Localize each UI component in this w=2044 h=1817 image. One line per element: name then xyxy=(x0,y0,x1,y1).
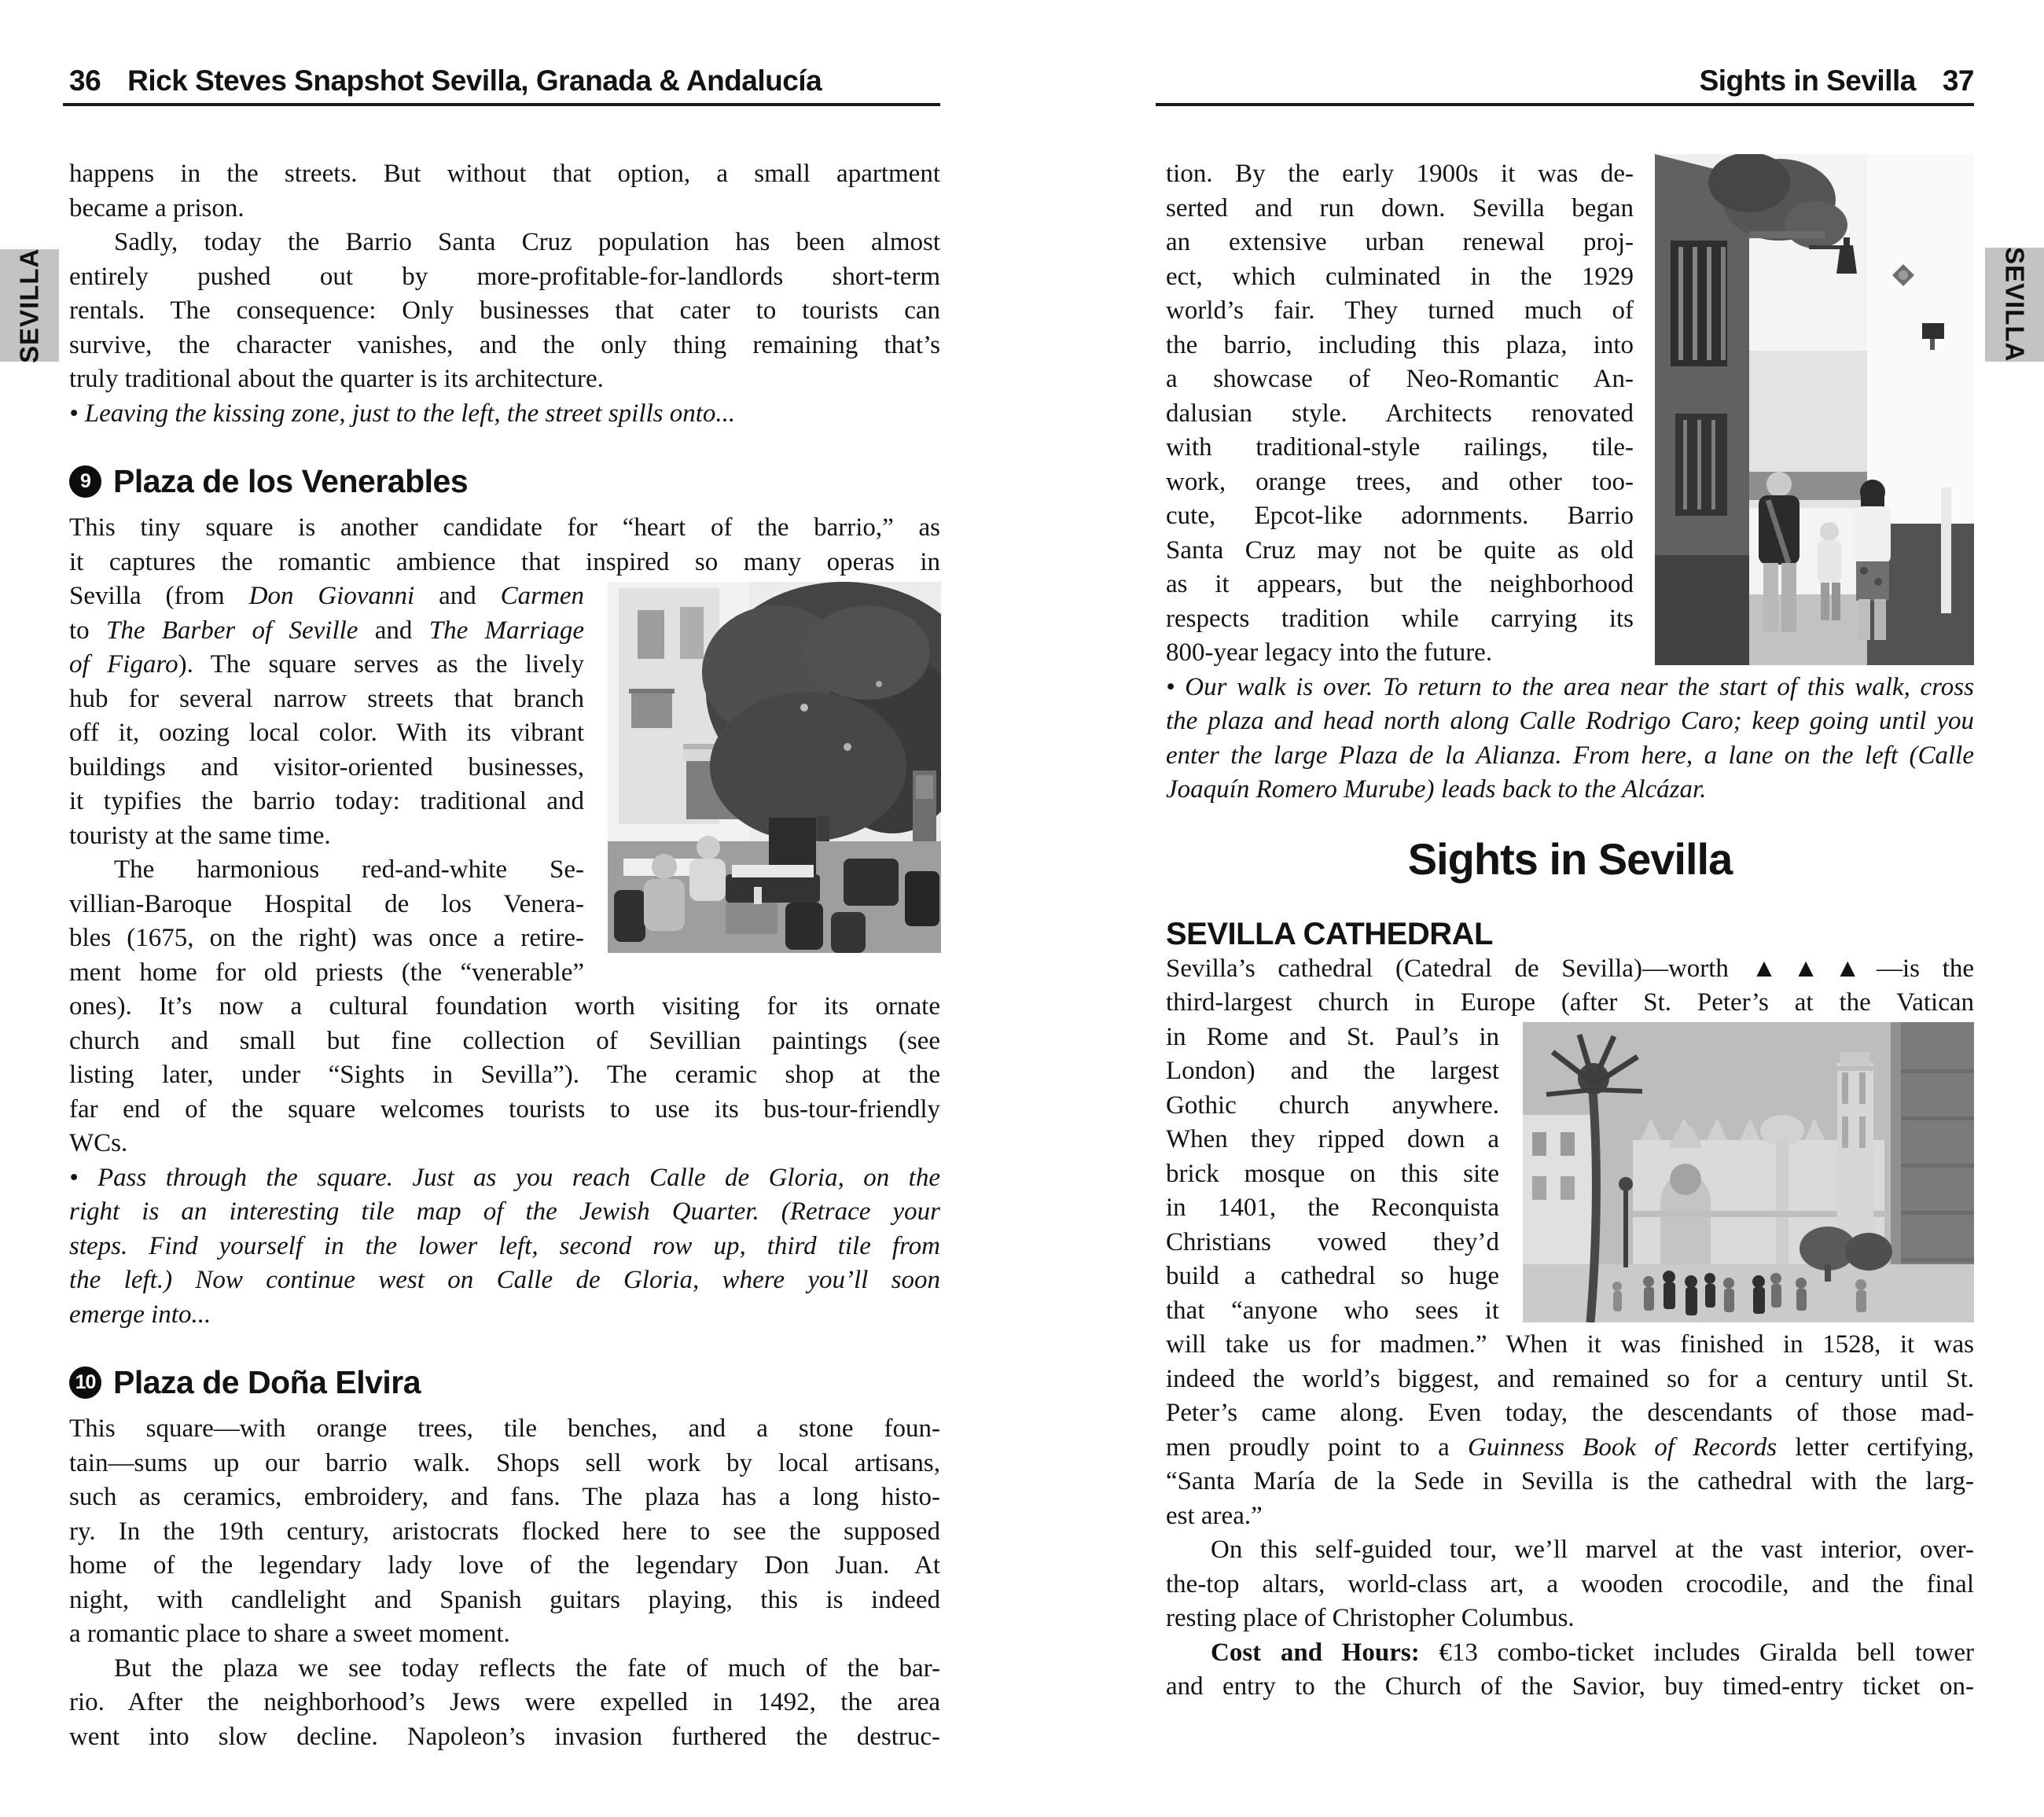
text-line: villian-Baroque Hospital de los Venera- xyxy=(69,889,584,918)
text-line: • Leaving the kissing zone, just to the left, the street spills onto... xyxy=(69,399,736,428)
text-line: a showcase of Neo-Romantic An- xyxy=(1166,365,1634,393)
text-line: an extensive urban renewal proj- xyxy=(1166,228,1634,256)
text-line: serted and run down. Sevilla began xyxy=(1166,193,1634,223)
text-line: far end of the square welcomes tourists to use its bus-tour-friendly xyxy=(69,1094,940,1124)
text-line: Christians vowed they’d xyxy=(1166,1227,1499,1256)
text-line: to The Barber of Seville and The Marriage xyxy=(69,616,585,645)
text-line: build a cathedral so huge xyxy=(1166,1262,1499,1290)
body-paragraph xyxy=(69,226,940,397)
text-line: rio. After the neighborhood’s Jews were expelled in 1492, the area xyxy=(69,1688,940,1716)
body-paragraph xyxy=(1166,1533,1974,1636)
text-line: Gothic church anywhere. xyxy=(1166,1091,1499,1120)
text-line: 800-year legacy into the future. xyxy=(1166,638,1493,667)
text-line: the left.) Now continue west on Calle de Gloria, where you’ll soon xyxy=(69,1266,940,1294)
photo-narrow-lane-walkers xyxy=(1655,154,1974,665)
page-number-right: 37 xyxy=(1942,64,1974,97)
text-line: went into slow decline. Napoleon’s invasion furthered the destruc- xyxy=(69,1722,940,1751)
text-line: dalusian style. Architects renovated xyxy=(1166,399,1634,428)
text-line: steps. Find yourself in the lower left, second row up, third tile from xyxy=(69,1231,940,1260)
running-head-title-right: Sights in Sevilla xyxy=(1699,64,1916,97)
body-paragraph xyxy=(1166,1636,1974,1705)
running-head-left xyxy=(69,64,822,97)
text-line: the barrio, including this plaza, into xyxy=(1166,330,1634,359)
text-line: The harmonious red-and-white Se- xyxy=(114,855,584,884)
text-line: ones). It’s now a cultural foundation worth visiting for its ornate xyxy=(69,992,940,1021)
text-line: tain—sums up our barrio walk. Shops sell work by local artisans, xyxy=(69,1448,940,1477)
text-line: hub for several narrow streets that branch xyxy=(69,684,584,713)
photo-plaza-venerables-cafe xyxy=(608,582,941,953)
text-line: church and small but fine collection of Sevillian paintings (see xyxy=(69,1026,940,1055)
text-line: • Our walk is over. To return to the area near the start of this walk, cross xyxy=(1166,672,1974,701)
text-line: it captures the romantic ambience that inspired so many operas in xyxy=(69,547,940,576)
photo-cathedral-illustration xyxy=(1523,1022,1974,1322)
text-line: brick mosque on this site xyxy=(1166,1159,1499,1188)
text-line: Cost and Hours: €13 combo-ticket includes Giralda bell tower xyxy=(1211,1638,1975,1667)
text-line: and entry to the Church of the Savior, buy timed-entry ticket on- xyxy=(1166,1672,1974,1701)
text-line: bles (1675, on the right) was once a retire- xyxy=(69,924,584,952)
walk-direction-paragraph xyxy=(1166,671,1974,807)
text-line: ect, which culminated in the 1929 xyxy=(1166,262,1634,291)
text-line: rentals. The consequence: Only businesses that cater to tourists can xyxy=(69,296,940,325)
photo-sevilla-cathedral xyxy=(1523,1022,1974,1322)
section-heading xyxy=(69,462,940,500)
text-line: WCs. xyxy=(69,1129,128,1157)
chapter-tab-right: SEVILLA xyxy=(1985,248,2044,362)
walk-direction-paragraph xyxy=(69,1161,940,1333)
text-line: London) and the largest xyxy=(1166,1057,1499,1085)
text-line: in Rome and St. Paul’s in xyxy=(1166,1022,1499,1051)
text-line: tion. By the early 1900s it was de- xyxy=(1166,160,1634,188)
page-section-title: Sights in Sevilla xyxy=(1407,833,1733,884)
body-paragraph xyxy=(69,1412,940,1652)
text-line: such as ceramics, embroidery, and fans. The plaza has a long histo- xyxy=(69,1483,940,1511)
text-line: On this self-guided tour, we’ll marvel at the vast interior, over- xyxy=(1211,1536,1974,1564)
header-rule-right xyxy=(1156,103,1974,106)
number-badge-icon: 10 xyxy=(69,1366,101,1399)
text-line: enter the large Plaza de la Alianza. From here, a lane on the left (Calle xyxy=(1166,741,1974,770)
text-line: night, with candlelight and Spanish guitars playing, this is indeed xyxy=(69,1585,940,1614)
sight-subheading: SEVILLA CATHEDRAL xyxy=(1166,916,1493,951)
text-line: a romantic place to share a sweet moment. xyxy=(69,1620,510,1648)
text-line: men proudly point to a Guinness Book of Records letter certifying, xyxy=(1166,1433,1974,1462)
text-line: Peter’s came along. Even today, the descendants of those mad- xyxy=(1166,1399,1974,1427)
text-line: world’s fair. They turned much of xyxy=(1166,296,1634,325)
text-line: ry. In the 19th century, aristocrats flocked here to see the supposed xyxy=(69,1517,940,1546)
number-badge-icon: 9 xyxy=(69,465,101,498)
text-line: buildings and visitor-oriented businesses, xyxy=(69,752,584,782)
header-rule-left xyxy=(63,103,940,106)
text-line: survive, the character vanishes, and the only thing remaining that’s xyxy=(69,330,940,359)
text-line: of Figaro). The square serves as the lively xyxy=(69,650,585,679)
section-heading xyxy=(69,1363,940,1401)
text-line: the-top altars, world-class art, a wooden crocodile, and the final xyxy=(1166,1569,1974,1598)
photo-cafe-illustration xyxy=(608,582,941,953)
body-paragraph xyxy=(69,1652,940,1755)
body-paragraph xyxy=(69,157,940,226)
text-line: respects tradition while carrying its xyxy=(1166,604,1634,633)
text-line: Sadly, today the Barrio Santa Cruz population has been almost xyxy=(114,228,940,256)
section-heading-label: Plaza de Doña Elvira xyxy=(113,1363,421,1400)
text-line: emerge into... xyxy=(69,1300,211,1329)
text-line: ment home for old priests (the “venerable” xyxy=(69,958,584,987)
text-line: indeed the world’s biggest, and remained so for a century until St. xyxy=(1166,1364,1974,1393)
text-line: • Pass through the square. Just as you reach Calle de Gloria, on the xyxy=(69,1163,940,1192)
text-line: that “anyone who sees it xyxy=(1166,1296,1499,1325)
text-line: right is an interesting tile map of the Jewish Quarter. (Retrace your xyxy=(69,1197,940,1226)
text-line: happens in the streets. But without that option, a small apartment xyxy=(69,160,940,188)
text-line: entirely pushed out by more-profitable-for-landlords short-term xyxy=(69,262,940,291)
chapter-tab-left: SEVILLA xyxy=(0,249,59,362)
page-number-left: 36 xyxy=(69,64,101,97)
text-line: This tiny square is another candidate for “heart of the barrio,” as xyxy=(69,513,940,542)
text-line: the plaza and head north along Calle Rodrigo Caro; keep going until you xyxy=(1166,707,1974,735)
text-line: off it, oozing local color. With its vibrant xyxy=(69,719,584,747)
text-line: Sevilla’s cathedral (Catedral de Sevilla)—worth ▲▲▲—is the xyxy=(1166,954,1974,983)
text-line: it typifies the barrio today: traditional and xyxy=(69,787,584,815)
text-line: as it appears, but the neighborhood xyxy=(1166,570,1634,598)
text-line: touristy at the same time. xyxy=(69,821,331,850)
text-line: Santa Cruz may not be quite as old xyxy=(1166,535,1634,565)
text-line: est area.” xyxy=(1166,1501,1263,1530)
text-line: Joaquín Romero Murube) leads back to the Alcázar. xyxy=(1166,775,1707,804)
text-line: became a prison. xyxy=(69,193,244,223)
text-line: work, orange trees, and other too- xyxy=(1166,467,1634,496)
running-head-title-left: Rick Steves Snapshot Sevilla, Granada & Andalucía xyxy=(127,64,822,97)
running-head-right xyxy=(1700,64,1974,97)
text-line: truly traditional about the quarter is its architecture. xyxy=(69,365,604,393)
walk-direction-paragraph xyxy=(69,397,940,432)
text-line: with traditional-style railings, tile- xyxy=(1166,433,1634,462)
text-line: But the plaza we see today reflects the fate of much of the bar- xyxy=(114,1653,940,1683)
text-line: Sevilla (from Don Giovanni and Carmen xyxy=(69,582,584,610)
text-line: in 1401, the Reconquista xyxy=(1166,1194,1499,1222)
text-line: resting place of Christopher Columbus. xyxy=(1166,1604,1575,1632)
text-column-left xyxy=(69,157,940,1754)
text-line: When they ripped down a xyxy=(1166,1125,1499,1153)
section-heading-label: Plaza de los Venerables xyxy=(113,462,469,499)
text-line: home of the legendary lady love of the legendary Don Juan. At xyxy=(69,1551,940,1580)
text-line: This square—with orange trees, tile benches, and a stone foun- xyxy=(69,1414,940,1443)
text-line: cute, Epcot-like adornments. Barrio xyxy=(1166,502,1634,530)
text-line: third-largest church in Europe (after St. Peter’s at the Vatican xyxy=(1166,988,1974,1017)
text-line: “Santa María de la Sede in Sevilla is the cathedral with the larg- xyxy=(1166,1467,1974,1495)
photo-lane-illustration xyxy=(1655,154,1974,665)
text-line: will take us for madmen.” When it was finished in 1528, it was xyxy=(1166,1330,1974,1359)
text-line: listing later, under “Sights in Sevilla”). The ceramic shop at the xyxy=(69,1061,940,1089)
